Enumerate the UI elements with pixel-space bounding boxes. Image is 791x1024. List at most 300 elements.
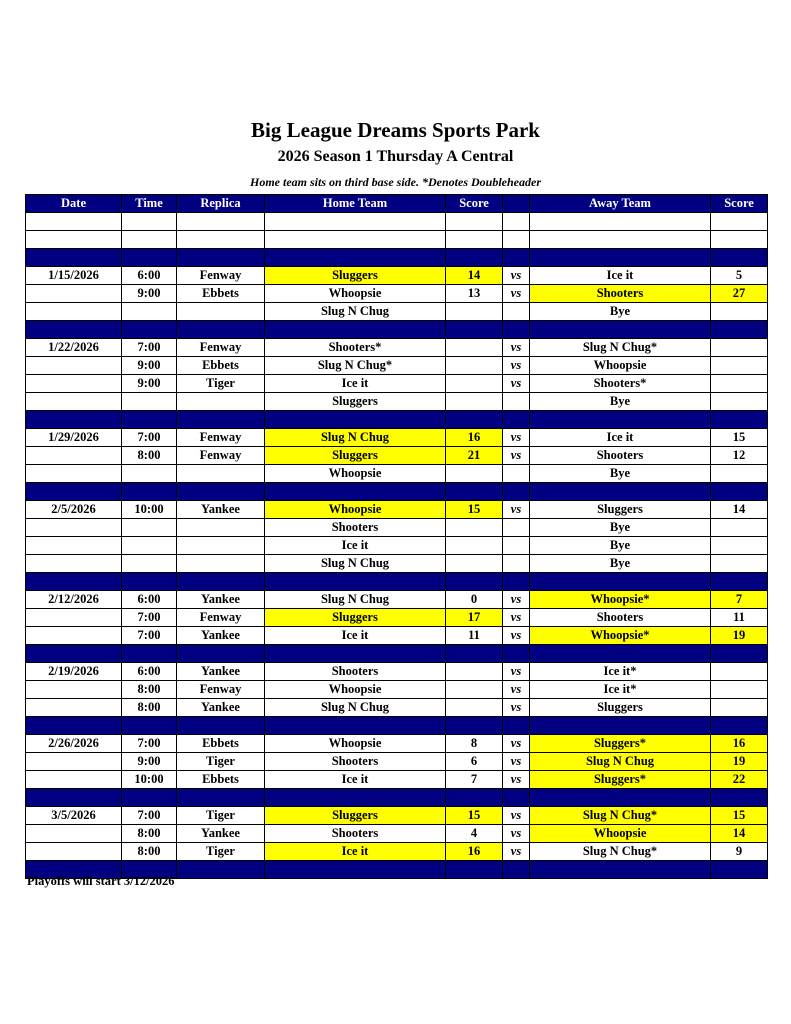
game-time: 8:00 (122, 699, 177, 717)
col-date-header: Date (26, 195, 122, 213)
separator-cell (530, 573, 711, 591)
away-score (711, 357, 768, 375)
page-subtitle: 2026 Season 1 Thursday A Central (277, 148, 514, 165)
home-score: 0 (446, 591, 503, 609)
separator-cell (177, 717, 265, 735)
game-row (26, 429, 768, 447)
game-row (26, 843, 768, 861)
game-row (26, 591, 768, 609)
home-score (446, 393, 503, 411)
separator-cell (446, 861, 503, 879)
game-time: 7:00 (122, 339, 177, 357)
home-team: Sluggers (265, 609, 446, 627)
schedule-note: Home team sits on third base side. *Denotes Doubleheader (250, 175, 541, 189)
game-date (26, 681, 122, 699)
away-team: Shooters (530, 447, 711, 465)
game-date (26, 393, 122, 411)
separator-cell (446, 483, 503, 501)
game-replica: Tiger (177, 753, 265, 771)
separator-row (26, 483, 768, 501)
separator-cell (122, 717, 177, 735)
separator-cell (711, 861, 768, 879)
away-score: 22 (711, 771, 768, 789)
home-team: Ice it (265, 375, 446, 393)
home-team: Whoopsie (265, 681, 446, 699)
home-team: Shooters (265, 663, 446, 681)
separator-cell (265, 717, 446, 735)
away-score (711, 375, 768, 393)
away-score: 14 (711, 501, 768, 519)
game-time: 10:00 (122, 771, 177, 789)
separator-row (26, 249, 768, 267)
separator-cell (265, 573, 446, 591)
game-replica (177, 303, 265, 321)
blank-cell (446, 213, 503, 231)
away-team: Whoopsie* (530, 591, 711, 609)
game-row (26, 447, 768, 465)
game-date: 2/5/2026 (26, 501, 122, 519)
separator-row (26, 789, 768, 807)
game-replica: Ebbets (177, 771, 265, 789)
game-row (26, 663, 768, 681)
game-date (26, 537, 122, 555)
schedule-table (25, 194, 768, 879)
away-team: Slug N Chug* (530, 339, 711, 357)
game-row (26, 393, 768, 411)
home-score (446, 375, 503, 393)
home-team: Ice it (265, 843, 446, 861)
blank-cell (177, 213, 265, 231)
away-score (711, 663, 768, 681)
home-score (446, 465, 503, 483)
game-date (26, 753, 122, 771)
game-row (26, 375, 768, 393)
separator-row (26, 717, 768, 735)
game-time: 7:00 (122, 429, 177, 447)
separator-cell (177, 411, 265, 429)
game-replica (177, 519, 265, 537)
away-score: 7 (711, 591, 768, 609)
away-team: Sluggers* (530, 771, 711, 789)
game-replica: Ebbets (177, 735, 265, 753)
game-date: 2/12/2026 (26, 591, 122, 609)
separator-cell (177, 573, 265, 591)
home-team: Shooters* (265, 339, 446, 357)
game-date (26, 555, 122, 573)
away-score: 19 (711, 753, 768, 771)
game-date (26, 627, 122, 645)
blank-cell (122, 213, 177, 231)
away-score: 15 (711, 807, 768, 825)
away-team: Sluggers (530, 501, 711, 519)
separator-cell (711, 321, 768, 339)
game-row (26, 303, 768, 321)
col-home-score-header: Score (446, 195, 503, 213)
game-row (26, 807, 768, 825)
home-team: Ice it (265, 627, 446, 645)
game-replica: Fenway (177, 429, 265, 447)
home-team: Sluggers (265, 807, 446, 825)
away-score (711, 519, 768, 537)
away-score (711, 393, 768, 411)
blank-cell (265, 231, 446, 249)
blank-cell (711, 213, 768, 231)
col-away-score-header: Score (711, 195, 768, 213)
home-team: Slug N Chug (265, 591, 446, 609)
separator-cell (446, 645, 503, 663)
playoffs-note: Playoffs will start 3/12/2026 (27, 874, 175, 888)
away-team: Bye (530, 555, 711, 573)
game-row (26, 609, 768, 627)
blank-cell (122, 231, 177, 249)
separator-cell (122, 483, 177, 501)
game-date: 1/29/2026 (26, 429, 122, 447)
separator-cell (265, 861, 446, 879)
home-team: Shooters (265, 519, 446, 537)
col-replica-header: Replica (177, 195, 265, 213)
game-replica: Tiger (177, 807, 265, 825)
blank-cell (711, 231, 768, 249)
separator-cell (26, 573, 122, 591)
vs-label (503, 537, 530, 555)
separator-cell (26, 249, 122, 267)
separator-cell (177, 645, 265, 663)
col-away-team-header: Away Team (530, 195, 711, 213)
game-row (26, 627, 768, 645)
away-team: Slug N Chug (530, 753, 711, 771)
separator-row (26, 645, 768, 663)
home-team: Shooters (265, 825, 446, 843)
away-team: Ice it (530, 429, 711, 447)
home-team: Sluggers (265, 447, 446, 465)
home-team: Whoopsie (265, 285, 446, 303)
game-replica (177, 393, 265, 411)
away-team: Whoopsie (530, 357, 711, 375)
game-row (26, 735, 768, 753)
game-time (122, 537, 177, 555)
away-team: Whoopsie (530, 825, 711, 843)
away-team: Ice it* (530, 663, 711, 681)
separator-cell (503, 411, 530, 429)
home-team: Whoopsie (265, 465, 446, 483)
blank-cell (530, 231, 711, 249)
schedule-body (26, 213, 768, 879)
game-replica: Fenway (177, 339, 265, 357)
home-score: 6 (446, 753, 503, 771)
separator-cell (26, 645, 122, 663)
home-score: 16 (446, 429, 503, 447)
separator-cell (446, 249, 503, 267)
away-score: 27 (711, 285, 768, 303)
blank-cell (530, 213, 711, 231)
separator-cell (446, 789, 503, 807)
vs-label: vs (503, 357, 530, 375)
home-score: 17 (446, 609, 503, 627)
away-team: Bye (530, 465, 711, 483)
away-score (711, 465, 768, 483)
separator-cell (711, 573, 768, 591)
home-score: 8 (446, 735, 503, 753)
game-row (26, 285, 768, 303)
away-score (711, 681, 768, 699)
game-time (122, 303, 177, 321)
separator-cell (265, 645, 446, 663)
vs-label: vs (503, 753, 530, 771)
home-team: Slug N Chug (265, 555, 446, 573)
game-replica: Yankee (177, 501, 265, 519)
separator-cell (530, 717, 711, 735)
away-score: 12 (711, 447, 768, 465)
home-team: Slug N Chug (265, 429, 446, 447)
home-team: Shooters (265, 753, 446, 771)
away-score: 19 (711, 627, 768, 645)
separator-cell (26, 717, 122, 735)
game-replica: Yankee (177, 591, 265, 609)
away-score: 15 (711, 429, 768, 447)
home-team: Slug N Chug (265, 699, 446, 717)
page-title: Big League Dreams Sports Park (251, 118, 540, 142)
away-team: Ice it (530, 267, 711, 285)
separator-cell (530, 321, 711, 339)
separator-cell (711, 645, 768, 663)
blank-cell (503, 213, 530, 231)
separator-cell (265, 411, 446, 429)
separator-cell (122, 573, 177, 591)
game-time (122, 555, 177, 573)
home-team: Ice it (265, 537, 446, 555)
separator-cell (711, 411, 768, 429)
away-team: Slug N Chug* (530, 843, 711, 861)
separator-cell (711, 249, 768, 267)
away-score: 11 (711, 609, 768, 627)
separator-cell (265, 321, 446, 339)
game-replica (177, 465, 265, 483)
home-score: 13 (446, 285, 503, 303)
vs-label: vs (503, 843, 530, 861)
away-score (711, 537, 768, 555)
away-team: Bye (530, 537, 711, 555)
separator-cell (26, 321, 122, 339)
blank-row (26, 231, 768, 249)
away-team: Bye (530, 393, 711, 411)
game-row (26, 681, 768, 699)
separator-cell (122, 321, 177, 339)
home-score: 11 (446, 627, 503, 645)
game-date: 2/26/2026 (26, 735, 122, 753)
game-time: 9:00 (122, 375, 177, 393)
home-score (446, 339, 503, 357)
vs-label: vs (503, 501, 530, 519)
game-date (26, 699, 122, 717)
header-row (26, 195, 768, 213)
vs-label: vs (503, 375, 530, 393)
vs-label: vs (503, 807, 530, 825)
game-date (26, 825, 122, 843)
separator-cell (446, 717, 503, 735)
away-team: Sluggers (530, 699, 711, 717)
game-time: 8:00 (122, 825, 177, 843)
game-time: 9:00 (122, 357, 177, 375)
game-time: 6:00 (122, 267, 177, 285)
game-replica: Fenway (177, 609, 265, 627)
separator-cell (265, 789, 446, 807)
col-time-header: Time (122, 195, 177, 213)
game-time: 7:00 (122, 807, 177, 825)
home-score (446, 537, 503, 555)
game-time: 8:00 (122, 843, 177, 861)
vs-label: vs (503, 267, 530, 285)
separator-cell (530, 789, 711, 807)
away-team: Bye (530, 519, 711, 537)
separator-cell (446, 411, 503, 429)
game-replica: Tiger (177, 843, 265, 861)
separator-cell (503, 789, 530, 807)
vs-label: vs (503, 285, 530, 303)
away-team: Whoopsie* (530, 627, 711, 645)
away-team: Shooters* (530, 375, 711, 393)
away-score (711, 699, 768, 717)
game-replica: Tiger (177, 375, 265, 393)
separator-cell (446, 321, 503, 339)
game-row (26, 771, 768, 789)
separator-cell (711, 789, 768, 807)
home-score (446, 663, 503, 681)
game-row (26, 753, 768, 771)
game-replica: Yankee (177, 699, 265, 717)
away-score (711, 303, 768, 321)
home-score (446, 519, 503, 537)
game-time: 6:00 (122, 591, 177, 609)
separator-cell (711, 483, 768, 501)
separator-cell (122, 789, 177, 807)
game-time: 8:00 (122, 447, 177, 465)
separator-row (26, 573, 768, 591)
game-replica: Fenway (177, 681, 265, 699)
home-score: 16 (446, 843, 503, 861)
vs-label: vs (503, 447, 530, 465)
game-replica (177, 537, 265, 555)
game-date: 2/19/2026 (26, 663, 122, 681)
game-replica: Yankee (177, 825, 265, 843)
game-row (26, 825, 768, 843)
separator-cell (503, 861, 530, 879)
game-date (26, 447, 122, 465)
home-score (446, 555, 503, 573)
separator-cell (530, 645, 711, 663)
game-date (26, 609, 122, 627)
col-home-team-header: Home Team (265, 195, 446, 213)
col-vs-header (503, 195, 530, 213)
separator-cell (503, 483, 530, 501)
separator-cell (530, 249, 711, 267)
separator-cell (26, 483, 122, 501)
away-score: 16 (711, 735, 768, 753)
away-score (711, 339, 768, 357)
game-row (26, 519, 768, 537)
vs-label (503, 519, 530, 537)
separator-cell (503, 717, 530, 735)
separator-cell (177, 249, 265, 267)
blank-row (26, 213, 768, 231)
blank-cell (26, 231, 122, 249)
vs-label (503, 465, 530, 483)
game-time: 9:00 (122, 753, 177, 771)
separator-cell (26, 411, 122, 429)
game-row (26, 267, 768, 285)
away-score (711, 555, 768, 573)
game-row (26, 699, 768, 717)
home-score (446, 303, 503, 321)
away-score: 14 (711, 825, 768, 843)
game-time: 9:00 (122, 285, 177, 303)
game-time: 6:00 (122, 663, 177, 681)
game-row (26, 357, 768, 375)
game-date (26, 465, 122, 483)
vs-label: vs (503, 771, 530, 789)
separator-cell (265, 249, 446, 267)
away-team: Shooters (530, 285, 711, 303)
vs-label (503, 555, 530, 573)
game-time (122, 519, 177, 537)
home-score (446, 681, 503, 699)
blank-cell (446, 231, 503, 249)
home-score: 4 (446, 825, 503, 843)
vs-label: vs (503, 429, 530, 447)
away-team: Slug N Chug* (530, 807, 711, 825)
away-team: Shooters (530, 609, 711, 627)
game-replica (177, 555, 265, 573)
game-date (26, 285, 122, 303)
home-score: 15 (446, 501, 503, 519)
game-date (26, 771, 122, 789)
vs-label: vs (503, 339, 530, 357)
separator-cell (530, 411, 711, 429)
vs-label: vs (503, 735, 530, 753)
game-time (122, 393, 177, 411)
separator-cell (177, 789, 265, 807)
blank-cell (26, 213, 122, 231)
home-score (446, 357, 503, 375)
home-team: Slug N Chug* (265, 357, 446, 375)
separator-cell (122, 249, 177, 267)
game-date (26, 375, 122, 393)
game-replica: Fenway (177, 447, 265, 465)
blank-cell (177, 231, 265, 249)
home-team: Ice it (265, 771, 446, 789)
separator-cell (177, 321, 265, 339)
blank-cell (503, 231, 530, 249)
blank-cell (265, 213, 446, 231)
separator-cell (530, 861, 711, 879)
home-team: Whoopsie (265, 501, 446, 519)
home-team: Slug N Chug (265, 303, 446, 321)
separator-cell (503, 645, 530, 663)
game-time: 7:00 (122, 609, 177, 627)
home-score (446, 699, 503, 717)
separator-cell (503, 321, 530, 339)
away-team: Bye (530, 303, 711, 321)
game-row (26, 555, 768, 573)
home-team: Sluggers (265, 393, 446, 411)
game-replica: Fenway (177, 267, 265, 285)
game-replica: Yankee (177, 627, 265, 645)
game-row (26, 501, 768, 519)
away-team: Ice it* (530, 681, 711, 699)
home-team: Whoopsie (265, 735, 446, 753)
separator-cell (122, 645, 177, 663)
vs-label: vs (503, 663, 530, 681)
away-team: Sluggers* (530, 735, 711, 753)
